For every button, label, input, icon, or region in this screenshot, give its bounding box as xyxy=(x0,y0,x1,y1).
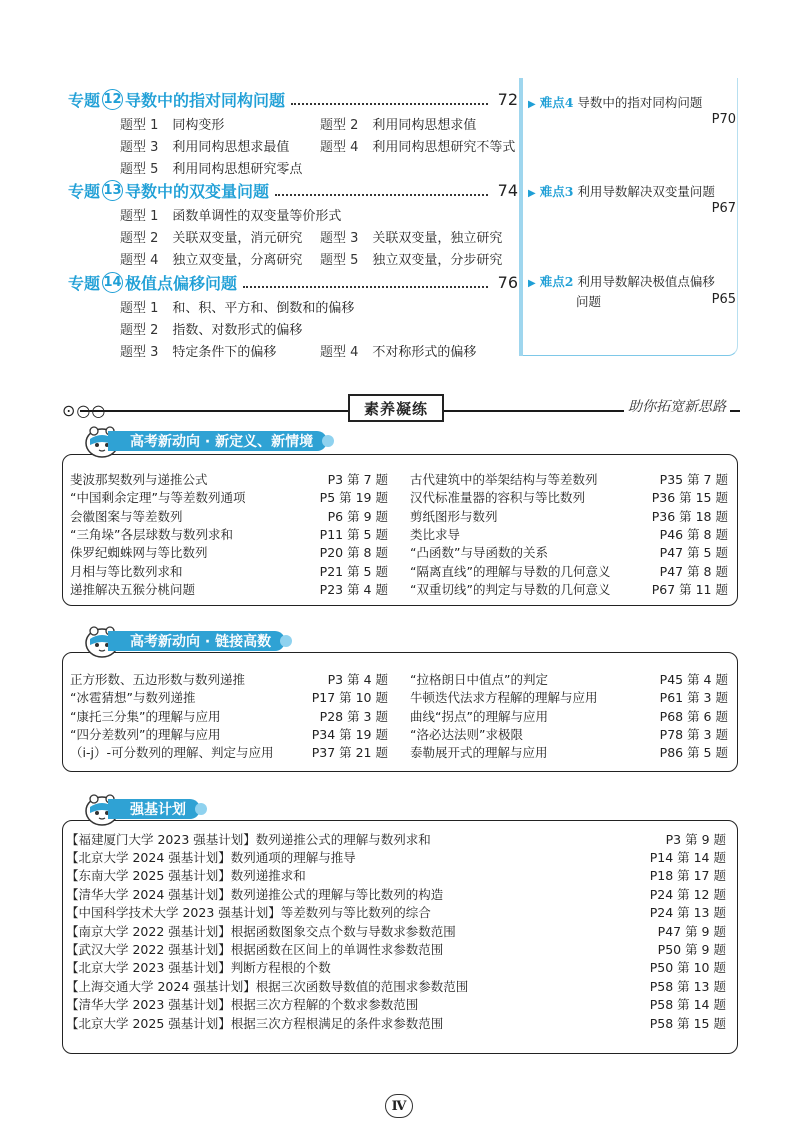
topic-number-badge: 13 xyxy=(102,180,123,201)
list-item[interactable] xyxy=(66,922,726,939)
list-item[interactable] xyxy=(66,977,726,994)
topic-13-heading[interactable] xyxy=(68,178,518,202)
item-title: 侏罗纪蜘蛛网与等比数列 xyxy=(70,545,208,561)
question-type-label: 题型 2 xyxy=(120,230,159,246)
topic-number-badge: 14 xyxy=(102,272,123,293)
item-title: 【北京大学 2025 强基计划】根据三次方程根满足的条件求参数范围 xyxy=(66,1015,444,1031)
list-item[interactable] xyxy=(410,670,728,688)
question-type-item[interactable] xyxy=(120,296,354,316)
list-item[interactable] xyxy=(410,743,728,761)
item-page-ref: P86 第 5 题 xyxy=(659,745,728,761)
item-title: 【上海交通大学 2024 强基计划】根据三次函数导数值的范围求参数范围 xyxy=(66,978,469,994)
item-title: “三角垛”各层球数与数列求和 xyxy=(70,526,233,542)
topic-title: 极值点偏移问题 xyxy=(125,273,238,293)
question-type-label: 题型 1 xyxy=(120,208,159,224)
list-item[interactable] xyxy=(70,670,388,688)
item-page-ref: P58 第 13 题 xyxy=(649,978,726,994)
item-title: 【清华大学 2024 强基计划】数列递推公式的理解与等比数列的构造 xyxy=(66,886,444,902)
question-type-text: 不对称形式的偏移 xyxy=(372,344,477,360)
topic-14-heading[interactable] xyxy=(68,270,518,294)
difficulty-label: 难点3 xyxy=(539,184,574,199)
list-item[interactable] xyxy=(70,470,388,488)
banner-dots-icon: ⊙○○ xyxy=(62,401,107,420)
section-title: 高考新动向 · 链接高数 xyxy=(108,631,285,651)
list-item[interactable] xyxy=(70,707,388,725)
item-page-ref: P3 第 9 题 xyxy=(665,831,726,847)
item-page-ref: P24 第 13 题 xyxy=(649,905,726,921)
item-title: “双重切线”的判定与导数的几何意义 xyxy=(410,581,611,597)
list-item[interactable] xyxy=(410,488,728,506)
item-page-ref: P50 第 9 题 xyxy=(657,941,726,957)
question-type-item[interactable] xyxy=(120,226,302,246)
list-item[interactable] xyxy=(66,885,726,902)
item-page-ref: P23 第 4 题 xyxy=(319,581,388,597)
item-title: （i-j）-可分数列的理解、判定与应用 xyxy=(70,745,274,761)
question-type-text: 利用同构思想求值 xyxy=(372,117,477,133)
question-type-text: 独立双变量，分步研究 xyxy=(372,252,503,268)
item-page-ref: P21 第 5 题 xyxy=(319,563,388,579)
question-type-text: 和、积、平方和、倒数和的偏移 xyxy=(172,300,355,316)
topic-label: 专题 xyxy=(68,181,101,201)
question-type-item[interactable] xyxy=(120,248,302,268)
item-title: 月相与等比数列求和 xyxy=(70,563,183,579)
item-page-ref: P47 第 9 题 xyxy=(657,923,726,939)
item-title: 【中国科学技术大学 2023 强基计划】等差数列与等比数列的综合 xyxy=(66,905,431,921)
item-page-ref: P3 第 4 题 xyxy=(327,672,388,687)
list-item[interactable] xyxy=(410,725,728,743)
difficulty-label: 难点4 xyxy=(539,95,574,110)
list-item[interactable] xyxy=(70,488,388,506)
topic-title: 导数中的指对同构问题 xyxy=(125,90,286,110)
item-title: 递推解决五猴分桃问题 xyxy=(70,581,196,597)
item-title: 汉代标准量器的容积与等比数列 xyxy=(410,490,586,506)
item-page-ref: P78 第 3 题 xyxy=(659,726,728,742)
difficulty-page: P70 xyxy=(711,112,736,127)
item-title: 【清华大学 2023 强基计划】根据三次方程解的个数求参数范围 xyxy=(66,997,419,1013)
question-type-text: 特定条件下的偏移 xyxy=(172,344,277,360)
item-page-ref: P68 第 6 题 xyxy=(659,708,728,724)
item-title: 古代建筑中的举架结构与等差数列 xyxy=(410,472,598,487)
question-type-label: 题型 4 xyxy=(320,139,359,155)
item-title: 斐波那契数列与递推公式 xyxy=(70,472,208,487)
item-title: “四分差数列”的理解与应用 xyxy=(70,726,221,742)
item-title: 会徽图案与等差数列 xyxy=(70,508,183,524)
list-item[interactable] xyxy=(66,940,726,957)
question-type-text: 函数单调性的双变量等价形式 xyxy=(172,208,342,224)
list-item[interactable] xyxy=(410,525,728,543)
triangle-right-icon: ▶ xyxy=(528,188,536,199)
question-type-label: 题型 3 xyxy=(320,230,359,246)
item-title: 【武汉大学 2022 强基计划】根据函数在区间上的单调性求参数范围 xyxy=(66,941,444,957)
item-title: “洛必达法则”求极限 xyxy=(410,726,523,742)
item-page-ref: P67 第 11 题 xyxy=(651,581,728,597)
list-item[interactable] xyxy=(66,830,726,847)
item-page-ref: P36 第 18 题 xyxy=(651,508,728,524)
difficulty-text-continued: 问题 xyxy=(576,294,602,309)
question-type-label: 题型 1 xyxy=(120,117,159,133)
question-type-text: 利用同构思想研究不等式 xyxy=(372,139,516,155)
triangle-right-icon: ▶ xyxy=(528,99,536,110)
item-page-ref: P46 第 8 题 xyxy=(659,526,728,542)
list-item[interactable] xyxy=(70,525,388,543)
item-page-ref: P34 第 19 题 xyxy=(311,726,388,742)
question-type-item[interactable] xyxy=(120,318,302,338)
item-page-ref: P47 第 5 题 xyxy=(659,545,728,561)
item-title: 【北京大学 2023 强基计划】判断方程根的个数 xyxy=(66,960,331,976)
list-item[interactable] xyxy=(70,562,388,580)
question-type-text: 关联双变量，独立研究 xyxy=(372,230,503,246)
question-type-label: 题型 2 xyxy=(320,117,359,133)
triangle-right-icon: ▶ xyxy=(528,278,536,289)
item-title: “康托三分集”的理解与应用 xyxy=(70,708,221,724)
question-type-text: 独立双变量，分离研究 xyxy=(172,252,303,268)
question-type-item[interactable] xyxy=(320,340,476,360)
section-strong-base-header xyxy=(82,798,200,820)
question-type-item[interactable] xyxy=(320,113,476,133)
question-type-text: 利用同构思想研究零点 xyxy=(172,161,303,177)
difficulty-text: 利用导数解决双变量问题 xyxy=(577,184,715,199)
topic-12-heading[interactable] xyxy=(68,87,518,111)
difficulty-label: 难点2 xyxy=(539,274,574,289)
item-title: “隔离直线”的理解与导数的几何意义 xyxy=(410,563,611,579)
list-item[interactable] xyxy=(70,543,388,561)
difficulty-item[interactable] xyxy=(528,272,715,290)
section-title: 强基计划 xyxy=(108,799,200,819)
list-item[interactable] xyxy=(410,507,728,525)
list-item[interactable] xyxy=(70,743,388,761)
item-title: “冰雹猜想”与数列递推 xyxy=(70,690,196,706)
question-type-label: 题型 4 xyxy=(320,344,359,360)
item-page-ref: P58 第 14 题 xyxy=(649,997,726,1013)
topic-page-number: 72 xyxy=(497,89,518,109)
list-item[interactable] xyxy=(410,580,728,598)
list-item[interactable] xyxy=(410,688,728,706)
question-type-item[interactable] xyxy=(320,226,502,246)
list-item[interactable] xyxy=(70,580,388,598)
question-type-item[interactable] xyxy=(120,340,276,360)
item-page-ref: P58 第 15 题 xyxy=(649,1015,726,1031)
topic-number-badge: 12 xyxy=(102,89,123,110)
item-page-ref: P6 第 9 题 xyxy=(327,508,388,524)
topic-page-number: 74 xyxy=(497,180,518,200)
item-page-ref: P24 第 12 题 xyxy=(649,886,726,902)
question-type-label: 题型 3 xyxy=(120,139,159,155)
page-number: Ⅳ xyxy=(385,1094,413,1118)
difficulty-page: P67 xyxy=(711,201,736,216)
topic-title: 导数中的双变量问题 xyxy=(125,181,270,201)
item-title: 正方形数、五边形数与数列递推 xyxy=(70,672,246,687)
item-page-ref: P50 第 10 题 xyxy=(649,960,726,976)
leader-dots xyxy=(275,184,488,196)
item-page-ref: P36 第 15 题 xyxy=(651,490,728,506)
question-type-item[interactable] xyxy=(120,157,302,177)
banner-slogan: 助你拓宽新思路 xyxy=(624,396,730,416)
item-title: 【福建厦门大学 2023 强基计划】数列递推公式的理解与数列求和 xyxy=(66,831,431,847)
leader-dots xyxy=(243,276,488,288)
list-item[interactable] xyxy=(66,959,726,976)
item-page-ref: P17 第 10 题 xyxy=(311,690,388,706)
item-page-ref: P35 第 7 题 xyxy=(659,472,728,487)
difficulty-item[interactable] xyxy=(528,93,702,111)
item-page-ref: P20 第 8 题 xyxy=(319,545,388,561)
item-page-ref: P5 第 19 题 xyxy=(319,490,388,506)
question-type-item[interactable] xyxy=(320,248,502,268)
section-title: 高考新动向 · 新定义、新情境 xyxy=(108,431,327,451)
item-title: 【北京大学 2024 强基计划】数列通项的理解与推导 xyxy=(66,849,356,865)
question-type-item[interactable] xyxy=(120,135,289,155)
question-type-label: 题型 1 xyxy=(120,300,159,316)
question-type-label: 题型 5 xyxy=(120,161,159,177)
item-title: 【南京大学 2022 强基计划】根据函数图象交点个数与导数求参数范围 xyxy=(66,923,456,939)
question-type-text: 关联双变量，消元研究 xyxy=(172,230,303,246)
list-item[interactable] xyxy=(70,688,388,706)
question-type-text: 利用同构思想求最值 xyxy=(172,139,290,155)
list-item[interactable] xyxy=(66,867,726,884)
banner-title: 素养凝练 xyxy=(348,394,444,422)
difficulty-text: 导数中的指对同构问题 xyxy=(577,95,703,110)
item-title: 类比求导 xyxy=(410,526,461,542)
item-title: “拉格朗日中值点”的判定 xyxy=(410,672,548,687)
difficulty-item[interactable] xyxy=(528,182,715,200)
item-page-ref: P3 第 7 题 xyxy=(327,472,388,487)
difficulty-text: 利用导数解决极值点偏移 xyxy=(577,274,715,289)
item-page-ref: P47 第 8 题 xyxy=(659,563,728,579)
question-type-label: 题型 3 xyxy=(120,344,159,360)
list-item[interactable] xyxy=(66,996,726,1013)
item-title: 曲线“拐点”的理解与应用 xyxy=(410,708,548,724)
question-type-label: 题型 2 xyxy=(120,322,159,338)
leader-dots xyxy=(291,93,488,105)
list-item[interactable] xyxy=(410,707,728,725)
difficulty-page: P65 xyxy=(711,292,736,307)
item-page-ref: P37 第 21 题 xyxy=(311,745,388,761)
item-title: “凸函数”与导函数的关系 xyxy=(410,545,548,561)
question-type-item[interactable] xyxy=(120,204,341,224)
item-page-ref: P14 第 14 题 xyxy=(649,849,726,865)
list-item[interactable] xyxy=(410,470,728,488)
question-type-text: 指数、对数形式的偏移 xyxy=(172,322,303,338)
list-item[interactable] xyxy=(410,543,728,561)
list-item[interactable] xyxy=(70,507,388,525)
item-title: 牛顿迭代法求方程解的理解与应用 xyxy=(410,690,598,706)
item-title: 泰勒展开式的理解与应用 xyxy=(410,745,548,761)
list-item[interactable] xyxy=(70,725,388,743)
item-page-ref: P18 第 17 题 xyxy=(649,868,726,884)
item-page-ref: P61 第 3 题 xyxy=(659,690,728,706)
list-item[interactable] xyxy=(66,1014,726,1031)
item-page-ref: P28 第 3 题 xyxy=(319,708,388,724)
question-type-item[interactable] xyxy=(120,113,224,133)
item-page-ref: P11 第 5 题 xyxy=(319,526,388,542)
topic-label: 专题 xyxy=(68,90,101,110)
section-new-definition-header xyxy=(82,430,327,452)
item-page-ref: P45 第 4 题 xyxy=(659,672,728,687)
question-type-item[interactable] xyxy=(320,135,515,155)
list-item[interactable] xyxy=(66,848,726,865)
question-type-label: 题型 5 xyxy=(320,252,359,268)
question-type-label: 题型 4 xyxy=(120,252,159,268)
item-title: 【东南大学 2025 强基计划】数列递推求和 xyxy=(66,868,306,884)
question-type-text: 同构变形 xyxy=(172,117,225,133)
list-item[interactable] xyxy=(410,562,728,580)
section-advanced-math-header xyxy=(82,630,285,652)
topic-label: 专题 xyxy=(68,273,101,293)
item-title: 剪纸图形与数列 xyxy=(410,508,498,524)
item-title: “中国剩余定理”与等差数列通项 xyxy=(70,490,246,506)
list-item[interactable] xyxy=(66,904,726,921)
topic-page-number: 76 xyxy=(497,272,518,292)
